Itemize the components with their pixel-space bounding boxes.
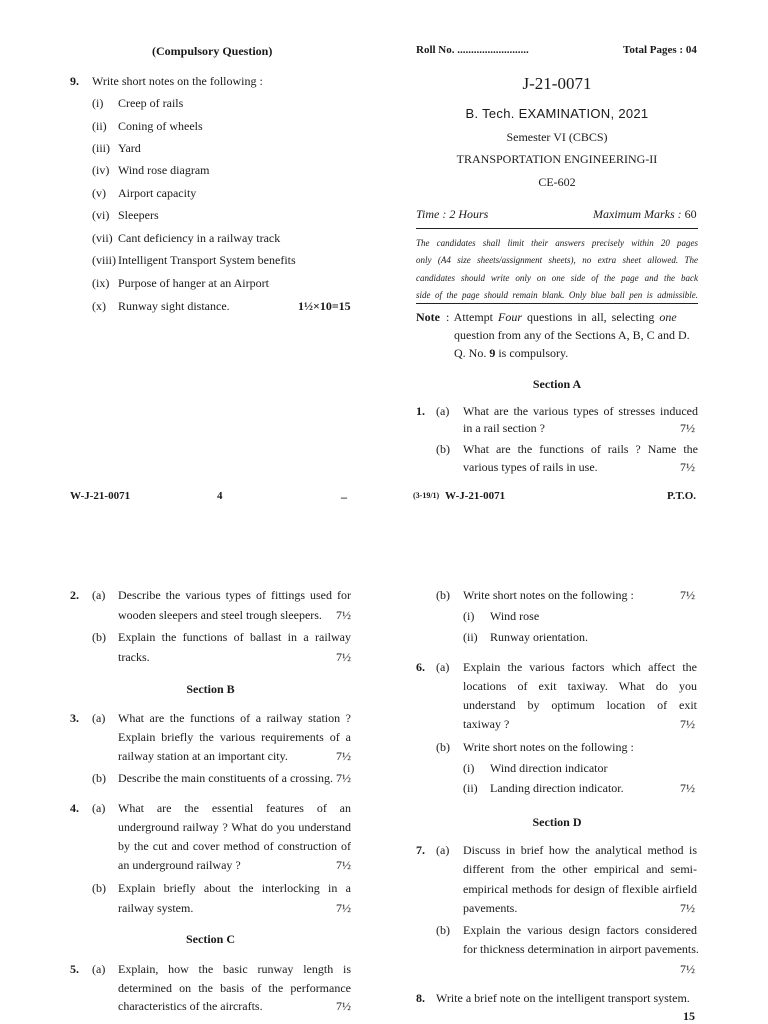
- note-label: Note: [416, 310, 440, 324]
- total-pages: Total Pages : 04: [623, 44, 697, 56]
- note-line-2: question from any of the Sections A, B, C and D.: [454, 328, 690, 342]
- q3a-marks: 7½: [336, 749, 351, 763]
- q1a-line: What are the various types of stresses induced: [463, 404, 698, 418]
- note-line-3: [454, 346, 568, 361]
- list-item-num: (i): [463, 609, 475, 623]
- list-item-num: (viii): [92, 253, 116, 267]
- list-item-text: Sleepers: [118, 208, 159, 222]
- q1-number: 1.: [416, 404, 425, 418]
- q7b-marks: 7½: [680, 962, 695, 976]
- max-marks: [593, 207, 697, 222]
- q2a-label: (a): [92, 588, 106, 602]
- max-marks-value: 60: [684, 207, 697, 221]
- list-item-text: Coning of wheels: [118, 119, 203, 133]
- q7a-line: pavements.: [463, 901, 518, 915]
- footer-code: W-J-21-0071: [445, 490, 506, 502]
- q2a-line: wooden sleepers and steel trough sleepers.: [118, 608, 322, 622]
- q3b-marks: 7½: [336, 771, 351, 785]
- q4a-line: What are the essential features of an: [118, 801, 351, 815]
- note-text: Q. No.: [454, 346, 487, 360]
- divider: [416, 228, 698, 229]
- q3a-label: (a): [92, 711, 106, 725]
- q5a-line: characteristics of the aircrafts.: [118, 999, 263, 1013]
- q5b-label: (b): [436, 588, 450, 602]
- q6a-line: locations of exit taxiway. What do you: [463, 679, 697, 693]
- q6b-label: (b): [436, 740, 450, 754]
- course-code: CE-602: [538, 175, 576, 189]
- q1b-line: various types of rails in use.: [463, 460, 598, 474]
- roll-number: Roll No. ..........................: [416, 44, 529, 56]
- section-d-heading: Section D: [532, 815, 582, 829]
- note-text: is compulsory.: [498, 346, 569, 360]
- list-item-text: Intelligent Transport System benefits: [118, 253, 296, 267]
- q8-text: Write a brief note on the intelligent transport system.: [436, 991, 690, 1005]
- q1b-line: What are the functions of rails ? Name the: [463, 442, 698, 456]
- note-line-1: [446, 310, 698, 325]
- q2-number: 2.: [70, 588, 79, 602]
- q7-number: 7.: [416, 843, 425, 857]
- q2b-line: tracks.: [118, 650, 150, 664]
- footer-code: W-J-21-0071: [70, 490, 131, 502]
- q7a-line: Discuss in brief how the analytical method is: [463, 843, 697, 857]
- list-item-text: Creep of rails: [118, 96, 184, 110]
- list-item-text: Wind direction indicator: [490, 761, 608, 775]
- list-item-num: (iv): [92, 163, 110, 177]
- instruction-line: only (A4 size sheets/assignment sheets), no extra sheet allowed. The: [416, 255, 698, 266]
- q1a-label: (a): [436, 404, 450, 418]
- q7a-line: different from the other empirical and semi-: [463, 862, 697, 876]
- q2b-marks: 7½: [336, 650, 351, 664]
- q5b-line: Write short notes on the following :: [463, 588, 634, 602]
- compulsory-header: (Compulsory Question): [152, 44, 273, 58]
- q6b-line: Write short notes on the following :: [463, 740, 634, 754]
- list-item-num: (ii): [463, 630, 478, 644]
- q7a-label: (a): [436, 843, 450, 857]
- list-item-text: Cant deficiency in a railway track: [118, 231, 281, 245]
- footer-dash: _: [341, 486, 347, 500]
- section-a-heading: Section A: [532, 377, 582, 391]
- note-emphasis: 9: [489, 346, 496, 360]
- q4-number: 4.: [70, 801, 79, 815]
- q5a-marks: 7½: [336, 999, 351, 1013]
- q6-number: 6.: [416, 660, 425, 674]
- q5a-label: (a): [92, 962, 106, 976]
- list-item-num: (ii): [463, 781, 478, 795]
- q5-number: 5.: [70, 962, 79, 976]
- note-emphasis: Four: [498, 310, 522, 324]
- q2a-marks: 7½: [336, 608, 351, 622]
- q4b-marks: 7½: [336, 901, 351, 915]
- list-item-text: Runway sight distance.: [118, 299, 230, 313]
- q4a-line: underground railway ? What do you understand: [118, 820, 351, 834]
- q2a-line: Describe the various types of fittings used for: [118, 588, 351, 602]
- q9-marks: 1½×10=15: [298, 299, 351, 313]
- q1a-marks: 7½: [680, 421, 695, 435]
- q7a-line: empirical methods for design of flexible airfield: [463, 882, 697, 896]
- q6b-marks: 7½: [680, 781, 695, 795]
- q7a-marks: 7½: [680, 901, 695, 915]
- list-item-num: (vi): [92, 208, 110, 222]
- q3a-line: railway station at an important city.: [118, 749, 288, 763]
- q4a-label: (a): [92, 801, 106, 815]
- list-item-text: Wind rose diagram: [118, 163, 210, 177]
- list-item-num: (iii): [92, 141, 110, 155]
- q3a-line: What are the functions of a railway station ?: [118, 711, 351, 725]
- footer-ref: (3-19/1): [413, 491, 440, 500]
- q1b-marks: 7½: [680, 460, 695, 474]
- instructions: [416, 235, 698, 304]
- q2b-line: Explain the functions of ballast in a railway: [118, 630, 351, 644]
- section-b-heading: Section B: [186, 682, 235, 696]
- paper-code: J-21-0071: [522, 74, 592, 93]
- q6a-line: understand by optimum location of exit: [463, 698, 697, 712]
- q7b-label: (b): [436, 923, 450, 937]
- q5b-marks: 7½: [680, 588, 695, 602]
- instruction-line: side of the page should remain blank. Only blue ball pen is admissible.: [416, 289, 698, 300]
- q7b-line: for thickness determination in airport pavements.: [463, 942, 699, 956]
- list-item-num: (ii): [92, 119, 107, 133]
- q4b-label: (b): [92, 881, 106, 895]
- list-item-num: (i): [92, 96, 104, 110]
- list-item-num: (v): [92, 186, 106, 200]
- note-emphasis: one: [659, 310, 677, 324]
- q6a-label: (a): [436, 660, 450, 674]
- list-item-text: Purpose of hanger at an Airport: [118, 276, 269, 290]
- q1a-line: in a rail section ?: [463, 421, 545, 435]
- q9-text: Write short notes on the following :: [92, 74, 263, 88]
- q4b-line: railway system.: [118, 901, 194, 915]
- q8-marks: 15: [683, 1009, 695, 1023]
- semester: Semester VI (CBCS): [506, 130, 608, 144]
- list-item-num: (ix): [92, 276, 110, 290]
- q1b-label: (b): [436, 442, 450, 456]
- list-item-num: (i): [463, 761, 475, 775]
- q4a-line: by the cut and cover method of construction of: [118, 839, 351, 853]
- exam-title: B. Tech. EXAMINATION, 2021: [465, 106, 649, 121]
- list-item-text: Landing direction indicator.: [490, 781, 624, 795]
- q7b-line: Explain the various design factors considered: [463, 923, 697, 937]
- note-text: questions in all, selecting: [527, 310, 655, 324]
- q9-number: 9.: [70, 74, 79, 88]
- footer-pto: P.T.O.: [667, 490, 697, 502]
- list-item-num: (x): [92, 299, 106, 313]
- q6a-marks: 7½: [680, 717, 695, 731]
- q6a-line: taxiway ?: [463, 717, 510, 731]
- section-c-heading: Section C: [186, 932, 235, 946]
- max-marks-label: Maximum Marks :: [593, 207, 682, 221]
- q3b-label: (b): [92, 771, 106, 785]
- list-item-text: Yard: [118, 141, 141, 155]
- q6a-line: Explain the various factors which affect the: [463, 660, 697, 674]
- subject: TRANSPORTATION ENGINEERING-II: [456, 152, 658, 166]
- footer-page-number: 4: [217, 490, 223, 502]
- list-item-num: (vii): [92, 231, 113, 245]
- instruction-line: candidates should write only on one side of the page and the back: [416, 272, 698, 283]
- q2b-label: (b): [92, 630, 106, 644]
- q8-number: 8.: [416, 991, 425, 1005]
- q3b-line: Describe the main constituents of a crossing.: [118, 771, 333, 785]
- q4b-line: Explain briefly about the interlocking in a: [118, 881, 351, 895]
- q5a-line: determined on the basis of the performance: [118, 981, 351, 995]
- divider: [416, 303, 698, 304]
- list-item-text: Airport capacity: [118, 186, 197, 200]
- q4a-line: an underground railway ?: [118, 858, 241, 872]
- q3a-line: Explain briefly the various requirements of a: [118, 730, 351, 744]
- note-text: : Attempt: [446, 310, 493, 324]
- instruction-line: The candidates shall limit their answers precisely within 20 pages: [416, 238, 698, 248]
- list-item-text: Runway orientation.: [490, 630, 588, 644]
- q4a-marks: 7½: [336, 858, 351, 872]
- list-item-text: Wind rose: [490, 609, 540, 623]
- time-label: Time : 2 Hours: [416, 207, 489, 221]
- q5a-line: Explain, how the basic runway length is: [118, 962, 351, 976]
- q3-number: 3.: [70, 711, 79, 725]
